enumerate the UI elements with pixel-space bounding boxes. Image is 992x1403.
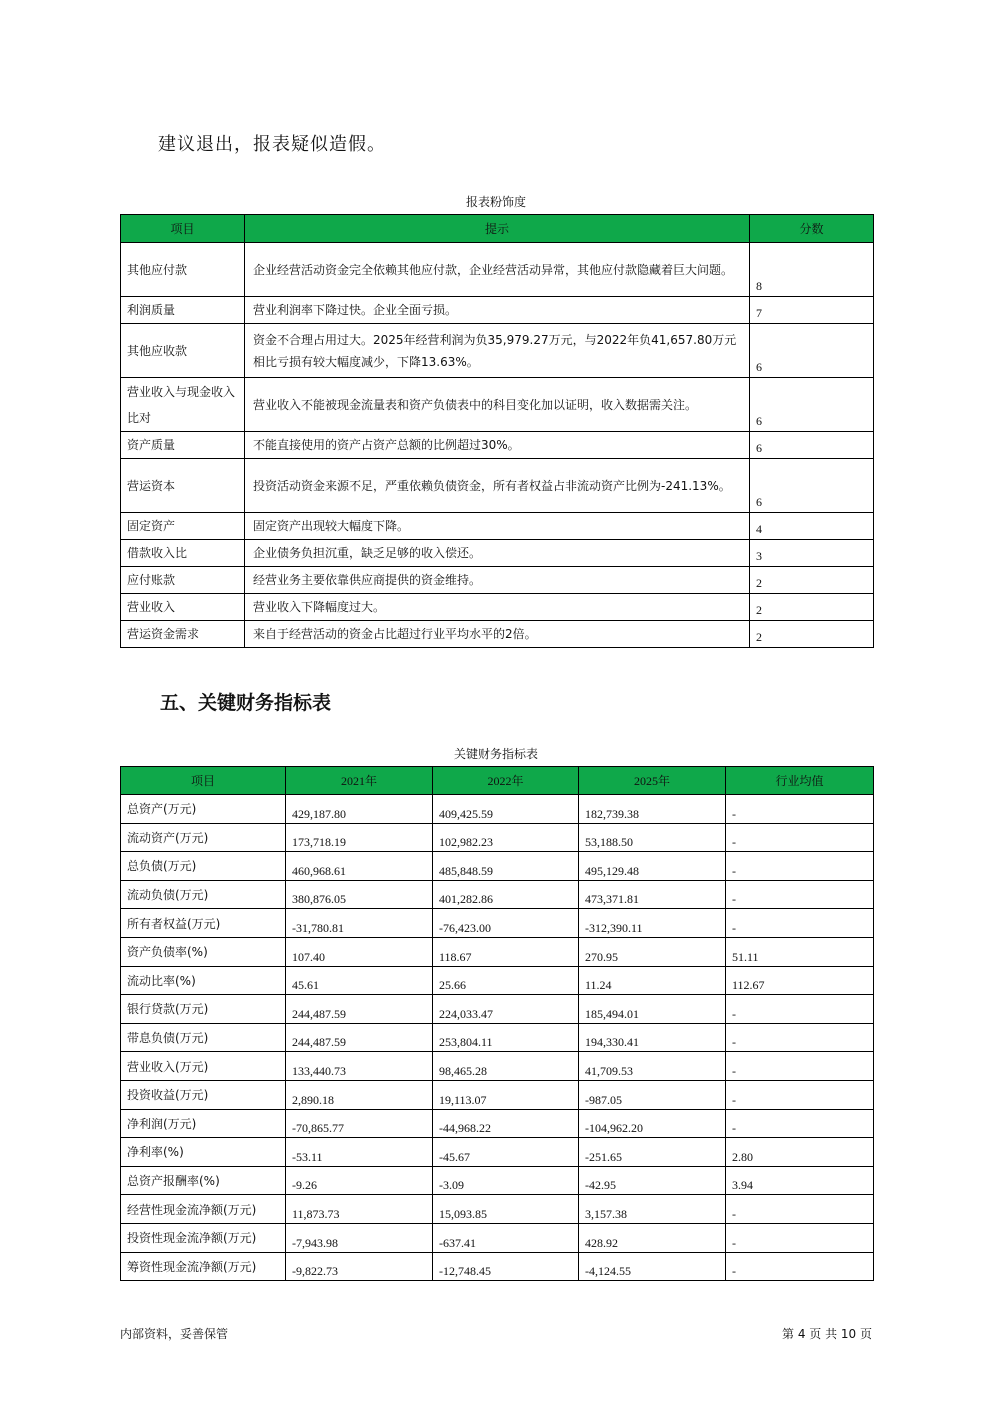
table-row — [121, 513, 874, 540]
value-2021: -9,822.73 — [286, 1252, 433, 1281]
value-industry-avg: - — [726, 823, 874, 852]
table-row — [121, 540, 874, 567]
table-row — [121, 966, 874, 995]
value-2025: 182,739.38 — [579, 795, 726, 824]
row-item: 银行贷款(万元) — [121, 995, 286, 1024]
table-row — [121, 1252, 874, 1281]
value-2021: 460,968.61 — [286, 852, 433, 881]
value-2022: -12,748.45 — [433, 1252, 579, 1281]
row-score: 2 — [750, 621, 874, 648]
row-tip: 营业收入不能被现金流量表和资产负债表中的科目变化加以证明，收入数据需关注。 — [245, 378, 750, 432]
table-row — [121, 1109, 874, 1138]
value-industry-avg: - — [726, 1052, 874, 1081]
row-item: 筹资性现金流净额(万元) — [121, 1252, 286, 1281]
value-2025: -104,962.20 — [579, 1109, 726, 1138]
table-row — [121, 567, 874, 594]
value-2022: 25.66 — [433, 966, 579, 995]
value-2021: -7,943.98 — [286, 1223, 433, 1252]
value-2025: -312,390.11 — [579, 909, 726, 938]
value-industry-avg: - — [726, 1109, 874, 1138]
value-2025: 428.92 — [579, 1223, 726, 1252]
footer-confidential: 内部资料，妥善保管 — [120, 1327, 229, 1341]
row-score: 2 — [750, 567, 874, 594]
table-row — [121, 1080, 874, 1109]
row-item: 投资性现金流净额(万元) — [121, 1223, 286, 1252]
value-2025: 11.24 — [579, 966, 726, 995]
value-2025: -251.65 — [579, 1138, 726, 1167]
value-2022: 224,033.47 — [433, 995, 579, 1024]
row-item: 借款收入比 — [121, 540, 245, 567]
footer-page-number: 第 4 页 共 10 页 — [782, 1327, 872, 1341]
value-2021: -53.11 — [286, 1138, 433, 1167]
value-2025: -4,124.55 — [579, 1252, 726, 1281]
value-2022: 409,425.59 — [433, 795, 579, 824]
row-tip: 资金不合理占用过大。2025年经营利润为负35,979.27万元，与2022年负41,657.80万元相比亏损有较大幅度减少，下降13.63%。 — [245, 324, 750, 378]
table-row — [121, 459, 874, 513]
value-industry-avg: - — [726, 1080, 874, 1109]
value-2022: 15,093.85 — [433, 1195, 579, 1224]
table-row — [121, 324, 874, 378]
value-2021: -31,780.81 — [286, 909, 433, 938]
value-2022: 98,465.28 — [433, 1052, 579, 1081]
value-industry-avg: - — [726, 1252, 874, 1281]
table-row — [121, 297, 874, 324]
value-industry-avg: 51.11 — [726, 937, 874, 966]
header-score: 分数 — [750, 215, 874, 243]
intro-text: 建议退出，报表疑似造假。 — [158, 134, 386, 155]
value-industry-avg: - — [726, 880, 874, 909]
row-item: 其他应收款 — [121, 324, 245, 378]
row-item: 总资产(万元) — [121, 795, 286, 824]
row-item: 所有者权益(万元) — [121, 909, 286, 938]
value-2022: 253,804.11 — [433, 1023, 579, 1052]
table-header-row — [121, 215, 874, 243]
row-item: 投资收益(万元) — [121, 1080, 286, 1109]
row-item: 总负债(万元) — [121, 852, 286, 881]
row-item: 带息负债(万元) — [121, 1023, 286, 1052]
row-item: 营运资本 — [121, 459, 245, 513]
value-2021: -9.26 — [286, 1166, 433, 1195]
value-2021: 107.40 — [286, 937, 433, 966]
table-row — [121, 909, 874, 938]
table-row — [121, 432, 874, 459]
row-item: 经营性现金流净额(万元) — [121, 1195, 286, 1224]
table-row — [121, 795, 874, 824]
row-item: 流动资产(万元) — [121, 823, 286, 852]
table-row — [121, 1166, 874, 1195]
header-2022: 2022年 — [433, 767, 579, 795]
value-2025: 194,330.41 — [579, 1023, 726, 1052]
value-2022: 102,982.23 — [433, 823, 579, 852]
value-2025: 270.95 — [579, 937, 726, 966]
row-tip: 营业利润率下降过快。企业全面亏损。 — [245, 297, 750, 324]
table-row — [121, 1138, 874, 1167]
value-2021: 380,876.05 — [286, 880, 433, 909]
value-2021: 244,487.59 — [286, 995, 433, 1024]
table-row — [121, 937, 874, 966]
row-item: 流动负债(万元) — [121, 880, 286, 909]
row-score: 4 — [750, 513, 874, 540]
value-industry-avg: 112.67 — [726, 966, 874, 995]
value-2025: -987.05 — [579, 1080, 726, 1109]
value-2025: 185,494.01 — [579, 995, 726, 1024]
value-2022: -637.41 — [433, 1223, 579, 1252]
row-item: 应付账款 — [121, 567, 245, 594]
value-2021: 133,440.73 — [286, 1052, 433, 1081]
value-industry-avg: - — [726, 1223, 874, 1252]
row-tip: 来自于经营活动的资金占比超过行业平均水平的2倍。 — [245, 621, 750, 648]
value-2025: -42.95 — [579, 1166, 726, 1195]
row-tip: 不能直接使用的资产占资产总额的比例超过30%。 — [245, 432, 750, 459]
row-tip: 企业债务负担沉重，缺乏足够的收入偿还。 — [245, 540, 750, 567]
row-score: 7 — [750, 297, 874, 324]
header-item: 项目 — [121, 767, 286, 795]
row-item: 净利率(%) — [121, 1138, 286, 1167]
table-row — [121, 378, 874, 432]
value-2021: 429,187.80 — [286, 795, 433, 824]
value-2022: -76,423.00 — [433, 909, 579, 938]
row-item: 营业收入与现金收入比对 — [121, 378, 245, 432]
header-item: 项目 — [121, 215, 245, 243]
row-score: 6 — [750, 324, 874, 378]
row-item: 资产负债率(%) — [121, 937, 286, 966]
value-2025: 495,129.48 — [579, 852, 726, 881]
value-2025: 473,371.81 — [579, 880, 726, 909]
header-2021: 2021年 — [286, 767, 433, 795]
value-2021: 45.61 — [286, 966, 433, 995]
value-2021: 11,873.73 — [286, 1195, 433, 1224]
value-2022: 401,282.86 — [433, 880, 579, 909]
value-2021: -70,865.77 — [286, 1109, 433, 1138]
value-industry-avg: - — [726, 909, 874, 938]
value-industry-avg: - — [726, 1023, 874, 1052]
row-item: 营业收入 — [121, 594, 245, 621]
row-item: 利润质量 — [121, 297, 245, 324]
row-score: 8 — [750, 243, 874, 297]
section5-heading: 五、关键财务指标表 — [160, 692, 332, 714]
row-item: 净利润(万元) — [121, 1109, 286, 1138]
row-tip: 营业收入下降幅度过大。 — [245, 594, 750, 621]
whitewash-table — [120, 214, 874, 648]
value-2021: 244,487.59 — [286, 1023, 433, 1052]
key-financial-table — [120, 766, 874, 1281]
value-2025: 3,157.38 — [579, 1195, 726, 1224]
table-row — [121, 1223, 874, 1252]
table-row — [121, 594, 874, 621]
row-tip: 投资活动资金来源不足，严重依赖负债资金，所有者权益占非流动资产比例为-241.13%。 — [245, 459, 750, 513]
table-row — [121, 995, 874, 1024]
row-tip: 经营业务主要依靠供应商提供的资金维持。 — [245, 567, 750, 594]
value-industry-avg: - — [726, 852, 874, 881]
table-row — [121, 1052, 874, 1081]
row-score: 6 — [750, 432, 874, 459]
value-industry-avg: 2.80 — [726, 1138, 874, 1167]
header-industry-avg: 行业均值 — [726, 767, 874, 795]
table-row — [121, 621, 874, 648]
row-item: 营业收入(万元) — [121, 1052, 286, 1081]
row-tip: 固定资产出现较大幅度下降。 — [245, 513, 750, 540]
value-2022: 485,848.59 — [433, 852, 579, 881]
row-score: 3 — [750, 540, 874, 567]
header-tip: 提示 — [245, 215, 750, 243]
row-tip: 企业经营活动资金完全依赖其他应付款，企业经营活动异常，其他应付款隐藏着巨大问题。 — [245, 243, 750, 297]
value-industry-avg: 3.94 — [726, 1166, 874, 1195]
value-2022: -3.09 — [433, 1166, 579, 1195]
value-industry-avg: - — [726, 995, 874, 1024]
value-2022: 118.67 — [433, 937, 579, 966]
row-item: 流动比率(%) — [121, 966, 286, 995]
row-item: 资产质量 — [121, 432, 245, 459]
table-row — [121, 880, 874, 909]
table-row — [121, 852, 874, 881]
value-2022: -44,968.22 — [433, 1109, 579, 1138]
value-2021: 173,718.19 — [286, 823, 433, 852]
value-2022: -45.67 — [433, 1138, 579, 1167]
row-item: 营运资金需求 — [121, 621, 245, 648]
table-row — [121, 243, 874, 297]
row-score: 6 — [750, 378, 874, 432]
row-item: 总资产报酬率(%) — [121, 1166, 286, 1195]
row-item: 其他应付款 — [121, 243, 245, 297]
value-2021: 2,890.18 — [286, 1080, 433, 1109]
row-item: 固定资产 — [121, 513, 245, 540]
value-industry-avg: - — [726, 795, 874, 824]
table-row — [121, 823, 874, 852]
value-2025: 41,709.53 — [579, 1052, 726, 1081]
value-2025: 53,188.50 — [579, 823, 726, 852]
row-score: 2 — [750, 594, 874, 621]
table2-caption: 关键财务指标表 — [453, 747, 538, 761]
row-score: 6 — [750, 459, 874, 513]
value-2022: 19,113.07 — [433, 1080, 579, 1109]
header-2025: 2025年 — [579, 767, 726, 795]
table1-caption: 报表粉饰度 — [465, 195, 526, 209]
table-row — [121, 1195, 874, 1224]
table-row — [121, 1023, 874, 1052]
value-industry-avg: - — [726, 1195, 874, 1224]
table-header-row — [121, 767, 874, 795]
